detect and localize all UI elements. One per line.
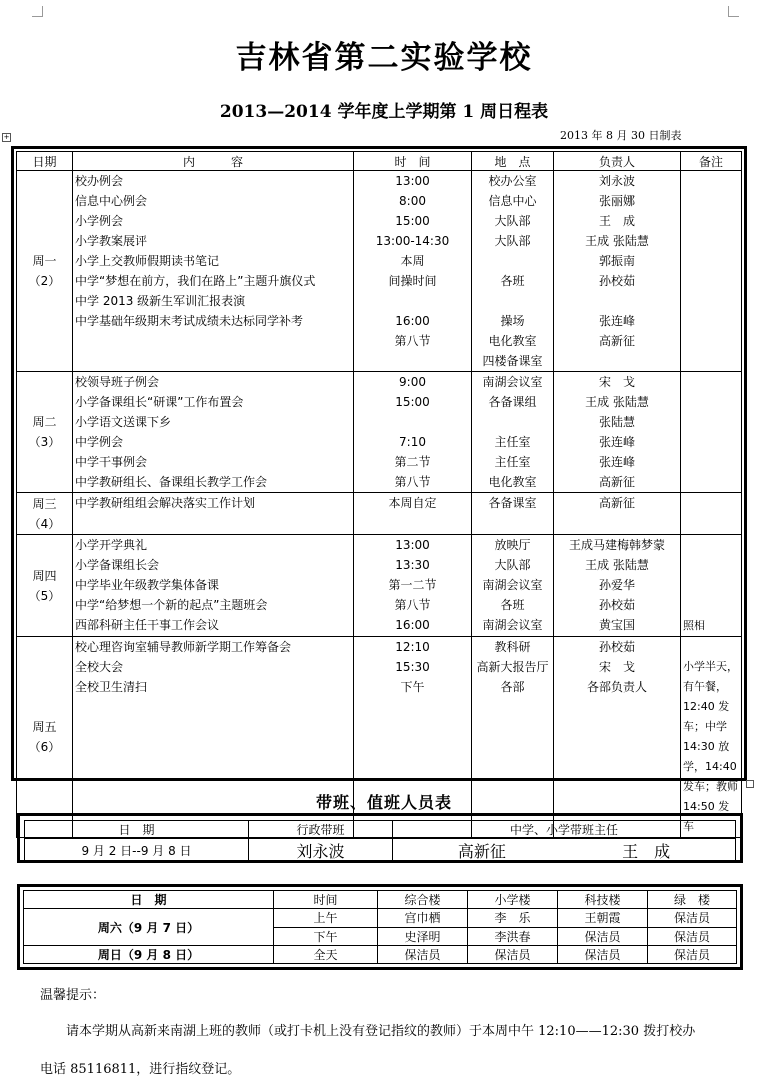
- person-cell: 刘永波 张丽娜 王 成 王成 张陆慧 郭振南 孙校茹 张连峰 高新征: [554, 171, 681, 372]
- page-title: 吉林省第二实验学校: [235, 40, 533, 76]
- note-cell: [681, 372, 742, 493]
- duty-header-teacher: 中学、小学带班主任: [393, 821, 736, 839]
- schedule-header-row: [17, 152, 742, 171]
- margin-corner-right: [728, 6, 739, 17]
- time-cell: 12:10 15:30 下午: [354, 637, 472, 838]
- time-cell: 13:00 13:30 第一二节 第八节 16:00: [354, 535, 472, 637]
- made-date: 2013 年 8 月 30 日制表: [560, 129, 682, 142]
- note-cell: [681, 171, 742, 372]
- table-resize-handle[interactable]: [746, 780, 754, 788]
- tips-line-1: 请本学期从高新来南湖上班的教师（或打卡机上没有登记指纹的教师）于本周中午 12:10——12:30 拨打校办: [66, 1024, 696, 1039]
- duty-header-admin: 行政带班: [249, 821, 393, 839]
- person-cell: 孙校茹 宋 戈 各部负责人: [554, 637, 681, 838]
- content-cell: [73, 493, 354, 535]
- weekend-header-b3: 科技楼: [558, 891, 648, 909]
- table-move-handle-icon[interactable]: +: [3, 133, 10, 141]
- time-cell: 13:00 8:00 15:00 13:00-14:30 本周 间操时间 16:00 第八节: [354, 171, 472, 372]
- list-item: 小学备课组长会: [75, 558, 160, 572]
- list-item: 校领导班子例会: [75, 375, 160, 389]
- weekend-header-b2: 小学楼: [468, 891, 558, 909]
- table-row-thursday: [17, 535, 742, 637]
- list-item: 全校卫生清扫: [75, 680, 148, 694]
- place-cell: 各备课室: [472, 493, 554, 535]
- day-cell: 周四 （5）: [17, 535, 73, 637]
- table-row: 下午 史泽明 李洪春 保洁员 保洁员: [24, 927, 737, 945]
- time-cell: 本周自定: [354, 493, 472, 535]
- table-row: 周六（9 月 7 日） 上午 宫巾栖 李 乐 王朝霞 保洁员: [24, 909, 737, 927]
- header-time: 时 间: [354, 152, 472, 171]
- list-item: 中学毕业年级教学集体备课: [75, 578, 220, 592]
- duty-title: 带班、值班人员表: [315, 793, 452, 812]
- content-cell: [73, 171, 354, 372]
- list-item: 中学基础年级期末考试成绩未达标同学补考: [75, 314, 304, 328]
- list-item: 小学教案展评: [75, 234, 148, 248]
- schedule-table: [16, 151, 742, 838]
- table-row-monday: [17, 171, 742, 372]
- tips-label: 温馨提示：: [40, 988, 106, 1003]
- list-item: 中学教研组组会解决落实工作计划: [75, 496, 256, 510]
- weekend-table-frame: [17, 884, 743, 970]
- list-item: 中学“梦想在前方，我们在路上”主题升旗仪式: [75, 274, 316, 288]
- table-row-wednesday: [17, 493, 742, 535]
- duty-table: [24, 820, 736, 863]
- list-item: 中学教研组长、备课组长教学工作会: [75, 475, 268, 489]
- list-item: 中学例会: [75, 435, 124, 449]
- list-item: 中学干事例会: [75, 455, 148, 469]
- note-cell: 小学半天，有午餐，12:40 发车；中学 14:30 放学，14:40 发车；教师 14:50 发车: [681, 637, 742, 838]
- place-cell: 放映厅 大队部 南湖会议室 各班 南湖会议室: [472, 535, 554, 637]
- weekend-header-time: 时间: [274, 891, 378, 909]
- list-item: 小学语文送课下乡: [75, 415, 172, 429]
- weekend-table: [23, 890, 737, 964]
- weekend-date-sat: 周六（9 月 7 日）: [24, 909, 274, 946]
- duty-admin: 刘永波: [249, 839, 393, 863]
- person-cell: 宋 戈 王成 张陆慧 张陆慧 张连峰 张连峰 高新征: [554, 372, 681, 493]
- weekend-header-row: [24, 891, 737, 909]
- duty-data-row: [25, 839, 736, 863]
- list-item: 校心理咨询室辅导教师新学期工作筹备会: [75, 640, 292, 654]
- content-cell: [73, 372, 354, 493]
- list-item: 全校大会: [75, 660, 124, 674]
- weekend-header-b4: 绿 楼: [648, 891, 737, 909]
- place-cell: 南湖会议室 各备课组 主任室 主任室 电化教室: [472, 372, 554, 493]
- person-cell: 高新征: [554, 493, 681, 535]
- list-item: 小学上交教师假期读书笔记: [75, 254, 220, 268]
- tips-line-2: 电话 85116811，进行指纹登记。: [40, 1062, 241, 1077]
- note-cell: 照相: [681, 535, 742, 637]
- header-content: 内 容: [73, 152, 354, 171]
- list-item: 校办例会: [75, 174, 124, 188]
- place-cell: 校办公室 信息中心 大队部 大队部 各班 操场 电化教室 四楼备课室: [472, 171, 554, 372]
- content-cell: [73, 535, 354, 637]
- list-item: 小学开学典礼: [75, 538, 148, 552]
- day-cell: 周一 （2）: [17, 171, 73, 372]
- place-cell: 教科研 高新大报告厅 各部: [472, 637, 554, 838]
- list-item: 小学备课组长“研课”工作布置会: [75, 395, 244, 409]
- duty-teachers: 高新征 王 成: [393, 839, 736, 863]
- list-item: 信息中心例会: [75, 194, 148, 208]
- list-item: 中学 2013 级新生军训汇报表演: [75, 294, 246, 308]
- note-cell: [681, 493, 742, 535]
- duty-date: 9 月 2 日--9 月 8 日: [25, 839, 249, 863]
- day-cell: 周二 （3）: [17, 372, 73, 493]
- header-place: 地 点: [472, 152, 554, 171]
- list-item: 小学例会: [75, 214, 124, 228]
- list-item: 中学“给梦想一个新的起点”主题班会: [75, 598, 268, 612]
- table-row-tuesday: [17, 372, 742, 493]
- weekend-header-b1: 综合楼: [378, 891, 468, 909]
- table-row: 周日（9 月 8 日） 全天 保洁员 保洁员 保洁员 保洁员: [24, 945, 737, 963]
- margin-corner-left: [32, 6, 43, 17]
- time-cell: 9:00 15:00 7:10 第二节 第八节: [354, 372, 472, 493]
- header-date: 日期: [17, 152, 73, 171]
- person-cell: 王成马建梅韩梦蒙 王成 张陆慧 孙爱华 孙校茹 黄宝国: [554, 535, 681, 637]
- duty-header-row: [25, 821, 736, 839]
- header-note: 备注: [681, 152, 742, 171]
- list-item: 西部科研主任干事工作会议: [75, 618, 220, 632]
- duty-table-frame: [17, 813, 743, 863]
- duty-header-date: 日 期: [25, 821, 249, 839]
- weekend-date-sun: 周日（9 月 8 日）: [24, 945, 274, 963]
- day-cell: 周三 （4）: [17, 493, 73, 535]
- page-subtitle: 2013—2014 学年度上学期第 1 周日程表: [219, 102, 549, 122]
- day-cell: 周五 （6）: [17, 637, 73, 838]
- weekend-header-date: 日 期: [24, 891, 274, 909]
- header-person: 负责人: [554, 152, 681, 171]
